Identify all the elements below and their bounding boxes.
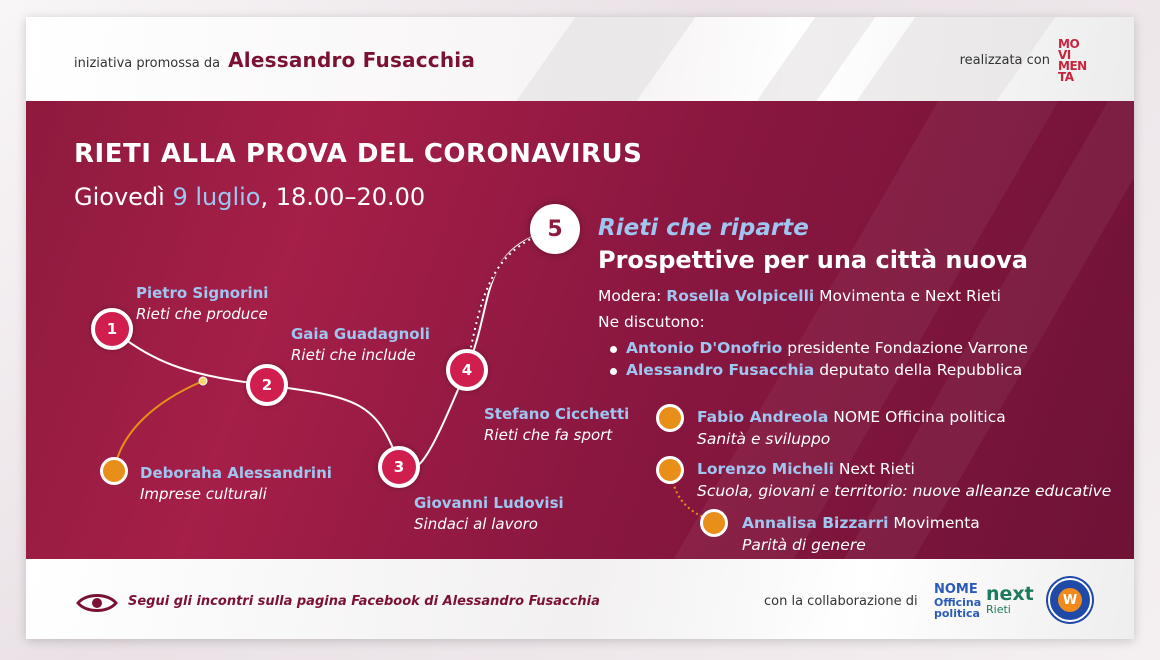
nome-logo: NOME Officina politica <box>934 582 982 620</box>
basket-logo: W <box>1048 578 1092 622</box>
speaker-dot <box>700 509 728 537</box>
promoted-by-label: iniziativa promossa da <box>74 56 221 71</box>
main-banner <box>26 101 1134 559</box>
side-speaker-dot <box>100 457 128 485</box>
collaboration-label: con la collaborazione di <box>764 594 918 609</box>
step-node-5: 5 <box>530 204 580 254</box>
discussant-item: Alessandro Fusacchia deputato della Repubblica <box>626 361 1023 379</box>
speaker-item: Fabio Andreola NOME Officina politica Sanità e sviluppo <box>697 408 1006 448</box>
movimenta-logo: MO VI MEN TA <box>1058 37 1087 84</box>
promoter-name: Alessandro Fusacchia <box>228 48 476 72</box>
speaker-item: Lorenzo Micheli Next Rieti Scuola, giovani e territorio: nuove alleanze educative <box>697 460 1112 500</box>
next-rieti-logo: next Rieti <box>986 583 1034 616</box>
bullet-dot <box>610 346 617 353</box>
side-speaker-label: Deboraha Alessandrini Imprese culturali <box>140 464 332 503</box>
step-1-label: Pietro Signorini Rieti che produce <box>136 284 269 323</box>
speaker-dot <box>656 404 684 432</box>
event-card <box>26 17 1134 639</box>
discussants-label: Ne discutono: <box>598 313 705 331</box>
discussant-item: Antonio D'Onofrio presidente Fondazione Varrone <box>626 339 1028 357</box>
eye-icon <box>76 592 118 614</box>
made-with-label: realizzata con <box>959 53 1050 68</box>
facebook-follow-text: Segui gli incontri sulla pagina Facebook di Alessandro Fusacchia <box>128 594 600 609</box>
panel-title: Prospettive per una città nuova <box>598 246 1028 274</box>
event-title: RIETI ALLA PROVA DEL CORONAVIRUS <box>74 139 643 169</box>
step-node-4: 4 <box>446 349 488 391</box>
event-date: Giovedì 9 luglio, 18.00–20.00 <box>74 183 426 211</box>
promoter-line <box>74 48 475 72</box>
bullet-dot <box>610 368 617 375</box>
step-node-2: 2 <box>246 364 288 406</box>
step-node-1: 1 <box>91 308 133 350</box>
step-node-3: 3 <box>378 446 420 488</box>
step-4-label: Stefano Cicchetti Rieti che fa sport <box>484 405 630 444</box>
step-3-label: Giovanni Ludovisi Sindaci al lavoro <box>414 494 564 533</box>
speaker-item: Annalisa Bizzarri Movimenta Parità di genere <box>742 514 980 554</box>
step-2-label: Gaia Guadagnoli Rieti che include <box>291 325 430 364</box>
panel-subtitle: Rieti che riparte <box>598 215 809 241</box>
speaker-dot <box>656 456 684 484</box>
moderator-line: Modera: Rosella Volpicelli Movimenta e Next Rieti <box>598 287 1001 305</box>
